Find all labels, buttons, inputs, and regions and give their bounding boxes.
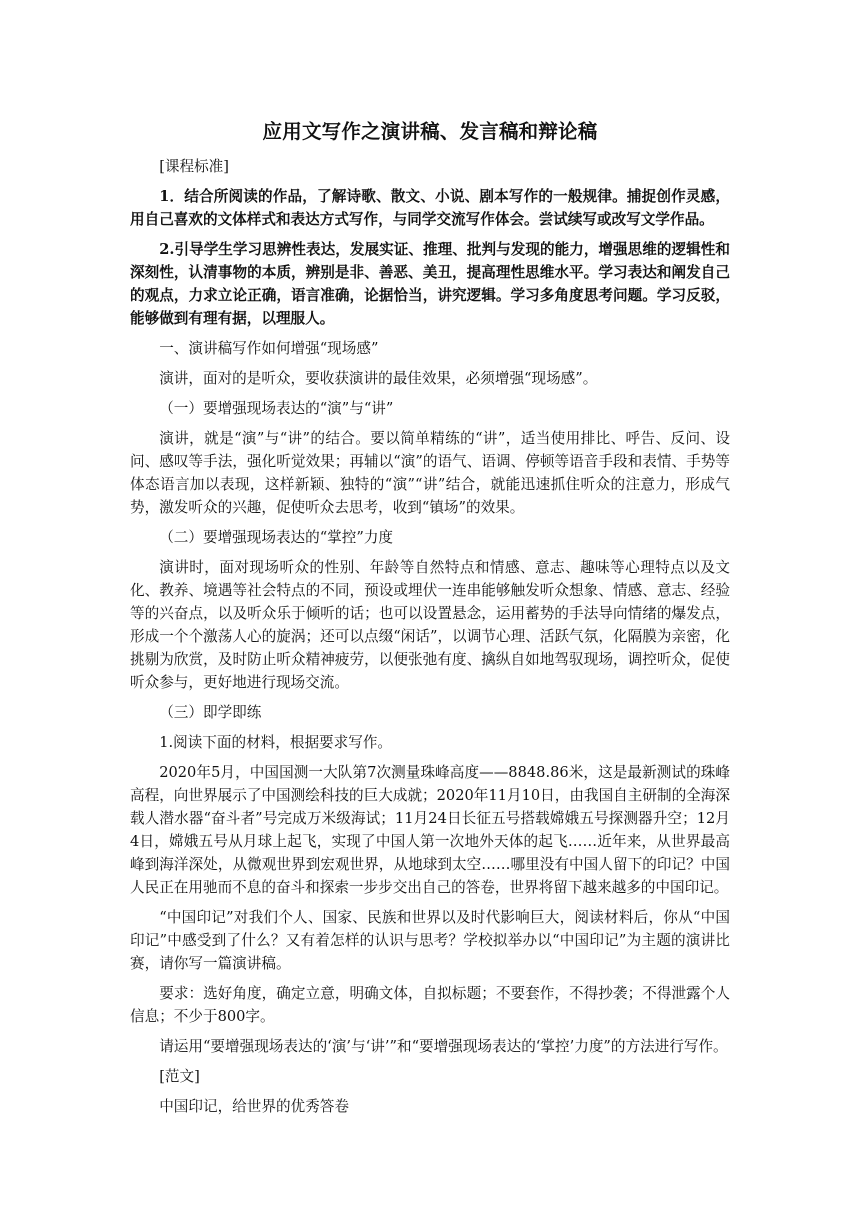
subsection-heading-3: （三）即学即练 [159, 704, 262, 721]
document-title: 应用文写作之演讲稿、发言稿和辩论稿 [262, 120, 598, 143]
section-heading-1: 一、演讲稿写作如何增强“现场感” [159, 340, 379, 357]
section-intro: 演讲，面对的是听众，要收获演讲的最佳效果，必须增强“现场感”。 [159, 370, 598, 387]
exercise-requirements: 要求：选好角度，确定立意，明确文体，自拟标题；不要套作，不得抄袭；不得泄露个人信息；不少于800字。 [130, 985, 730, 1025]
subsection-body-2: 演讲时，面对现场听众的性别、年龄等自然特点和情感、意志、趣味等心理特点以及文化、教养、境遇等社会特点的不同，预设或埋伏一连串能够触发听众想象、情感、意志、经验等的兴奋点，以及听众乐于倾听的话；也可以设置悬念，运用蓄势的手法导向情绪的爆发点，形成一个个激荡人心的旋涡；还可以点缀“闲话”，以调节心理、活跃气氛，化隔膜为亲密，化挑剔为欣赏，及时防止听众精神疲劳，以便张弛有度、擒纵自如地驾驭现场，调控听众，促使听众参与，更好地进行现场交流。 [130, 559, 730, 691]
model-essay-title: 中国印记，给世界的优秀答卷 [159, 1098, 349, 1115]
subsection-heading-1: （一）要增强现场表达的“演”与“讲” [159, 400, 394, 417]
course-standard-heading: [课程标准] [159, 158, 229, 175]
exercise-material: 2020年5月，中国国测一大队第7次测量珠峰高度——8848.86米，这是最新测试的珠峰高程，向世界展示了中国测绘科技的巨大成就；2020年11月10日，由我国自主研制的全海深载人潜水器“奋斗者”号完成万米级海试；11月24日长征五号搭载嫦娥五号探测器升空；12月4日，嫦娥五号从月球上起飞，实现了中国人第一次地外天体的起飞……近年来，从世界最高峰到海洋深处，从微观世界到宏观世界，从地球到太空……哪里没有中国人留下的印记？中国人民正在用驰而不息的奋斗和探索一步步交出自己的答卷，世界将留下越来越多的中国印记。 [130, 764, 730, 896]
subsection-heading-2: （二）要增强现场表达的“掌控”力度 [159, 529, 394, 546]
exercise-prompt: “中国印记”对我们个人、国家、民族和世界以及时代影响巨大，阅读材料后，你从“中国印记”中感受到了什么？又有着怎样的认识与思考？学校拟举办以“中国印记”为主题的演讲比赛，请你写一篇演讲稿。 [130, 909, 730, 972]
exercise-method-note: 请运用“要增强现场表达的‘演’与‘讲’”和“要增强现场表达的‘掌控’力度”的方法进行写作。 [159, 1038, 728, 1055]
exercise-instruction: 1.阅读下面的材料，根据要求写作。 [159, 734, 393, 751]
model-essay-heading: [范文] [159, 1068, 200, 1085]
subsection-body-1: 演讲，就是“演”与“讲”的结合。要以简单精练的“讲”，适当使用排比、呼告、反问、设问、感叹等手法，强化听觉效果；再辅以“演”的语气、语调、停顿等语音手段和表情、手势等体态语言加以表现，这样新颖、独特的“演”“讲”结合，就能迅速抓住听众的注意力，形成气势，激发听众的兴趣，促使听众去思考，收到“镇场”的效果。 [130, 430, 730, 516]
standard-item-1: 1．结合所阅读的作品，了解诗歌、散文、小说、剧本写作的一般规律。捕捉创作灵感，用自己喜欢的文体样式和表达方式写作，与同学交流写作体会。尝试续写或改写文学作品。 [130, 188, 730, 228]
document-page [130, 118, 730, 1125]
standard-item-2: 2.引导学生学习思辨性表达，发展实证、推理、批判与发现的能力，增强思维的逻辑性和深刻性，认清事物的本质，辨别是非、善恶、美丑，提高理性思维水平。学习表达和阐发自己的观点，力求立论正确，语言准确，论据恰当，讲究逻辑。学习多角度思考问题。学习反驳，能够做到有理有据，以理服人。 [130, 241, 730, 327]
